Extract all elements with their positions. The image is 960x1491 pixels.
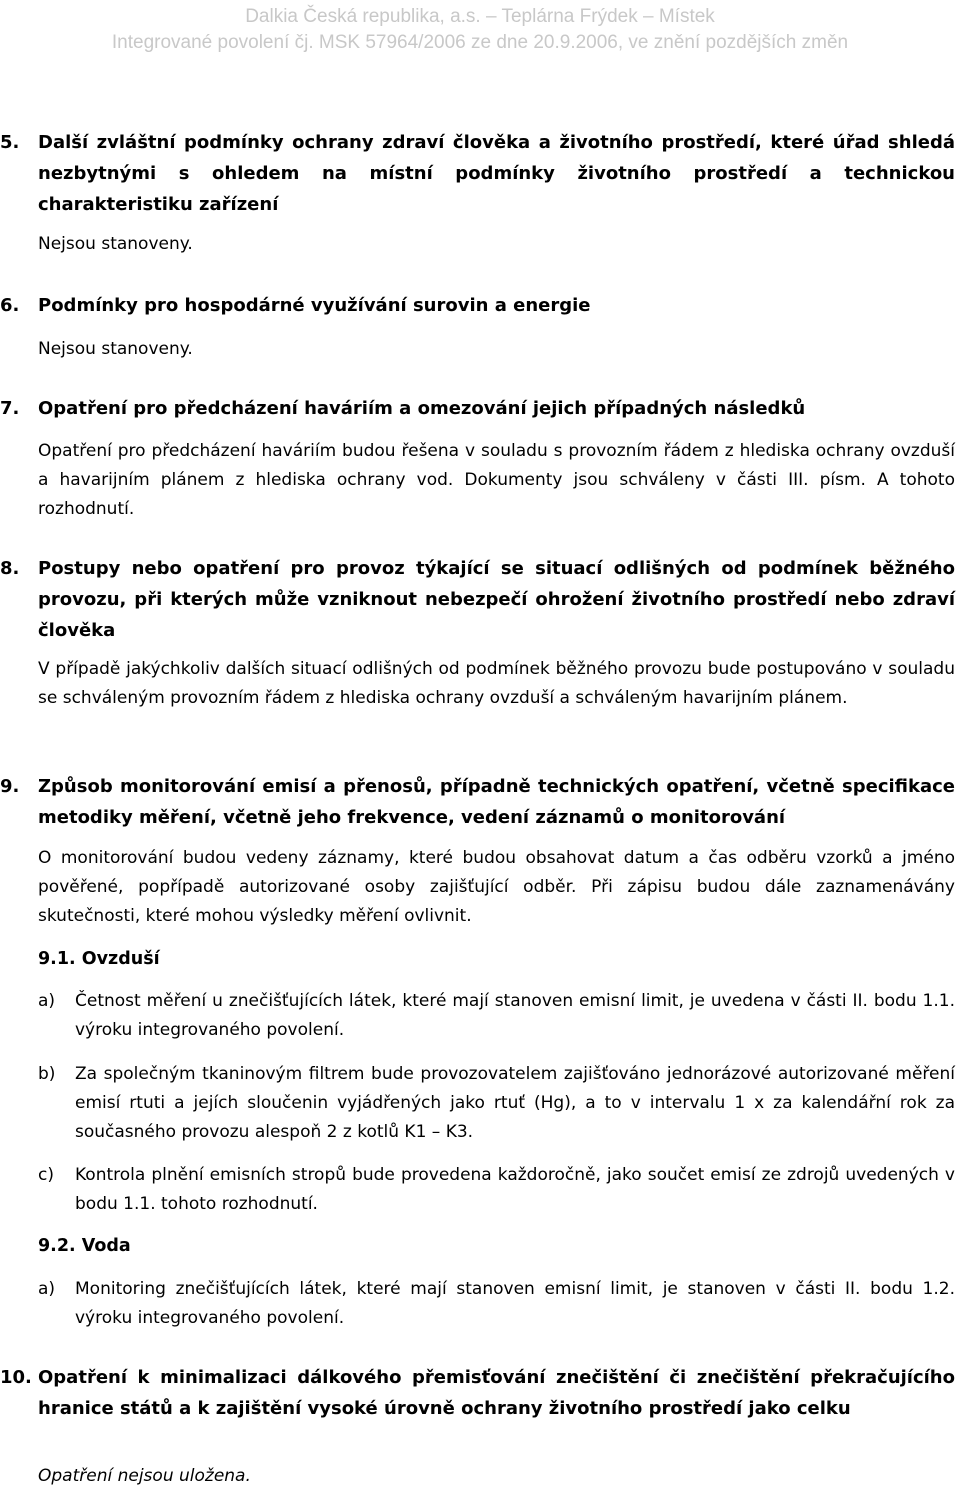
- section-7-heading: [0, 393, 955, 424]
- section-5-text: Nejsou stanoveny.: [38, 234, 193, 254]
- section-10-title: Opatření k minimalizaci dálkového přemisťování znečištění či znečištění překračujícího hranice států a k zajištění vysoké úrovně ochrany životního prostředí jako celku: [38, 1367, 955, 1419]
- page-header: [0, 4, 960, 56]
- section-5-number: 5.: [0, 132, 20, 153]
- section-10-number: 10.: [0, 1367, 32, 1388]
- list-item-text: Za společným tkaninovým filtrem bude provozovatelem zajišťováno jednorázové autorizované měření emisí rtuti a jejích sloučenin vyjádřených jako rtuť (Hg), a to v intervalu 1 x za kalendářní rok za současného provozu alespoň 2 z kotlů K1 – K3.: [75, 1064, 955, 1142]
- section-7-number: 7.: [0, 398, 20, 419]
- list-item: [38, 1060, 955, 1147]
- header-line-1: Dalkia Česká republika, a.s. – Teplárna Frýdek – Místek: [245, 6, 715, 27]
- section-6-title: Podmínky pro hospodárné využívání surovin a energie: [38, 295, 591, 316]
- subsection-9-2-title: 9.2. Voda: [38, 1236, 131, 1256]
- list-item-label: c): [38, 1165, 54, 1185]
- section-10-heading: [0, 1362, 955, 1424]
- section-9-heading: [0, 771, 955, 833]
- section-7-title: Opatření pro předcházení haváriím a omezování jejich případných následků: [38, 398, 806, 419]
- list-item-label: a): [38, 991, 56, 1011]
- section-9-title: Způsob monitorování emisí a přenosů, případně technických opatření, včetně specifikace metodiky měření, včetně jeho frekvence, vedení záznamů o monitorování: [38, 776, 955, 828]
- subsection-9-1-title: 9.1. Ovzduší: [38, 949, 160, 969]
- list-item-text: Monitoring znečišťujících látek, které mají stanoven emisní limit, je stanoven v části II. bodu 1.2. výroku integrovaného povolení.: [75, 1279, 955, 1328]
- list-item-label: b): [38, 1064, 56, 1084]
- section-6-number: 6.: [0, 295, 20, 316]
- section-5-heading: [0, 127, 955, 220]
- section-8-text: V případě jakýchkoliv dalších situací odlišných od podmínek běžného provozu bude postupováno v souladu se schváleným provozním řádem z hlediska ochrany ovzduší a schváleným havarijním plánem.: [38, 659, 955, 708]
- section-8-number: 8.: [0, 558, 20, 579]
- section-5-title: Další zvláštní podmínky ochrany zdraví člověka a životního prostředí, které úřad shledá nezbytnými s ohledem na místní podmínky životního prostředí a technickou charakteristiku zařízení: [38, 132, 955, 215]
- section-6-text: Nejsou stanoveny.: [38, 339, 193, 359]
- list-item: [38, 1161, 955, 1219]
- list-item: [38, 1275, 955, 1333]
- list-item-text: Četnost měření u znečišťujících látek, které mají stanoven emisní limit, je uvedena v části II. bodu 1.1. výroku integrovaného povolení.: [75, 991, 955, 1040]
- section-8-heading: [0, 553, 955, 646]
- list-item-label: a): [38, 1279, 56, 1299]
- section-8-title: Postupy nebo opatření pro provoz týkající se situací odlišných od podmínek běžného provozu, při kterých může vzniknout nebezpečí ohrožení životního prostředí nebo zdraví člověka: [38, 558, 955, 641]
- list-item-text: Kontrola plnění emisních stropů bude provedena každoročně, jako součet emisí ze zdrojů uvedených v bodu 1.1. tohoto rozhodnutí.: [75, 1165, 955, 1214]
- list-item: [38, 987, 955, 1045]
- section-10-text: Opatření nejsou uložena.: [38, 1466, 251, 1486]
- section-7-text: Opatření pro předcházení haváriím budou řešena v souladu s provozním řádem z hlediska ochrany ovzduší a havarijním plánem z hlediska ochrany vod. Dokumenty jsou schváleny v části III. písm. A tohoto rozhodnutí.: [38, 441, 955, 519]
- section-6-heading: [0, 290, 955, 321]
- header-line-2: Integrované povolení čj. MSK 57964/2006 ze dne 20.9.2006, ve znění pozdějších změn: [111, 32, 849, 53]
- section-9-number: 9.: [0, 776, 20, 797]
- section-9-text: O monitorování budou vedeny záznamy, které budou obsahovat datum a čas odběru vzorků a jméno pověřené, popřípadě autorizované osoby zajišťující odběr. Při zápisu budou dále zaznamenávány skutečnosti, které mohou výsledky měření ovlivnit.: [38, 848, 955, 926]
